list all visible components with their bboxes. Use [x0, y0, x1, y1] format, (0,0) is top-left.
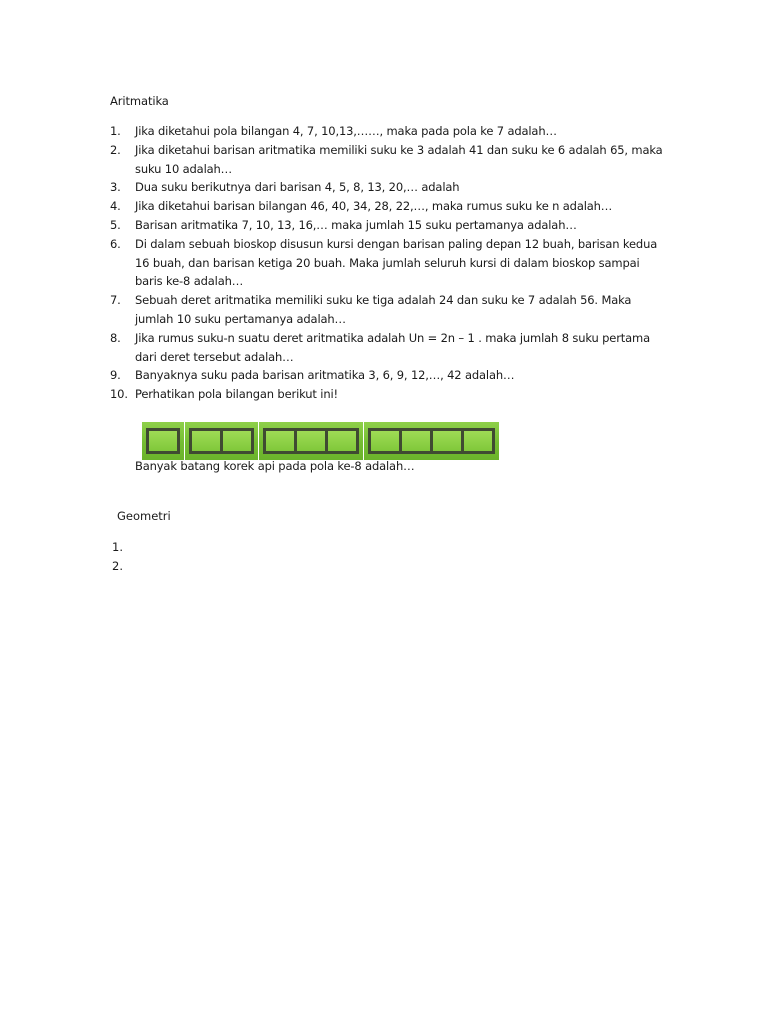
- question-text: Barisan aritmatika 7, 10, 13, 16,… maka jumlah 15 suku pertamanya adalah…: [135, 217, 577, 232]
- matchstick-square: [430, 428, 464, 454]
- matchstick-square: [189, 428, 223, 454]
- geometri-question-list: [112, 538, 123, 576]
- question-item: 8. Jika rumus suku-n suatu deret aritmatika adalah Un = 2n – 1 . maka jumlah 8 suku pertama dari deret tersebut adalah…: [110, 330, 651, 364]
- question-text: Jika diketahui barisan aritmatika memiliki suku ke 3 adalah 41 dan suku ke 6 adalah 65, maka suku 10 adalah…: [135, 142, 663, 176]
- question-item: 1. Jika diketahui pola bilangan 4, 7, 10,13,……, maka pada pola ke 7 adalah…: [110, 124, 557, 138]
- matchstick-square: [220, 428, 254, 454]
- pattern-2: [185, 422, 258, 460]
- matchstick-square: [146, 428, 180, 454]
- matchstick-square: [368, 428, 402, 454]
- question-item: 2. Jika diketahui barisan aritmatika memiliki suku ke 3 adalah 41 dan suku ke 6 adalah 65, maka suku 10 adalah…: [110, 142, 663, 176]
- question-item: 10. Perhatikan pola bilangan berikut ini!: [110, 387, 338, 402]
- figure-question-text: Banyak batang korek api pada pola ke-8 adalah…: [135, 459, 415, 473]
- question-item: 6. Di dalam sebuah bioskop disusun kursi dengan barisan paling depan 12 buah, barisan kedua 16 buah, dan barisan ketiga 20 buah. Maka jumlah seluruh kursi di dalam bioskop sampai baris ke-8 adalah…: [110, 236, 658, 289]
- question-text: Jika diketahui pola bilangan 4, 7, 10,13,……, maka pada pola ke 7 adalah…: [135, 124, 557, 138]
- section-heading-aritmatika: Aritmatika: [110, 94, 169, 108]
- pattern-1: [142, 422, 184, 460]
- question-text: Di dalam sebuah bioskop disusun kursi dengan barisan paling depan 12 buah, barisan kedua 16 buah, dan barisan ketiga 20 buah. Maka jumlah seluruh kursi di dalam bioskop sampai baris ke-8 adalah…: [135, 236, 658, 289]
- pattern-4: [364, 422, 499, 460]
- matchstick-square: [263, 428, 297, 454]
- question-item: 1.: [112, 540, 123, 554]
- matchstick-square: [461, 428, 495, 454]
- question-item: 3. Dua suku berikutnya dari barisan 4, 5, 8, 13, 20,… adalah: [110, 180, 460, 195]
- question-text: Jika diketahui barisan bilangan 46, 40, 34, 28, 22,…, maka rumus suku ke n adalah…: [135, 199, 613, 214]
- question-item: 2.: [112, 558, 123, 573]
- aritmatika-question-list: [110, 122, 670, 404]
- question-item: 7. Sebuah deret aritmatika memiliki suku ke tiga adalah 24 dan suku ke 7 adalah 56. Maka jumlah 10 suku pertamanya adalah…: [110, 293, 632, 326]
- question-item: 9. Banyaknya suku pada barisan aritmatika 3, 6, 9, 12,…, 42 adalah…: [110, 368, 515, 383]
- matchstick-square: [294, 428, 328, 454]
- matchstick-square: [399, 428, 433, 454]
- pattern-3: [259, 422, 363, 460]
- question-text: Jika rumus suku-n suatu deret aritmatika adalah Un = 2n – 1 . maka jumlah 8 suku pertama dari deret tersebut adalah…: [135, 330, 651, 364]
- matchstick-square: [325, 428, 359, 454]
- question-item: 4. Jika diketahui barisan bilangan 46, 40, 34, 28, 22,…, maka rumus suku ke n adalah…: [110, 199, 613, 214]
- matchstick-pattern-figure: [142, 422, 499, 460]
- question-item: 5. Barisan aritmatika 7, 10, 13, 16,… maka jumlah 15 suku pertamanya adalah…: [110, 217, 577, 232]
- question-text: Dua suku berikutnya dari barisan 4, 5, 8, 13, 20,… adalah: [135, 180, 460, 195]
- section-heading-geometri: Geometri: [117, 509, 171, 523]
- question-text: Sebuah deret aritmatika memiliki suku ke tiga adalah 24 dan suku ke 7 adalah 56. Maka jumlah 10 suku pertamanya adalah…: [135, 293, 632, 326]
- question-text: Perhatikan pola bilangan berikut ini!: [135, 387, 338, 402]
- question-text: Banyaknya suku pada barisan aritmatika 3, 6, 9, 12,…, 42 adalah…: [135, 368, 515, 383]
